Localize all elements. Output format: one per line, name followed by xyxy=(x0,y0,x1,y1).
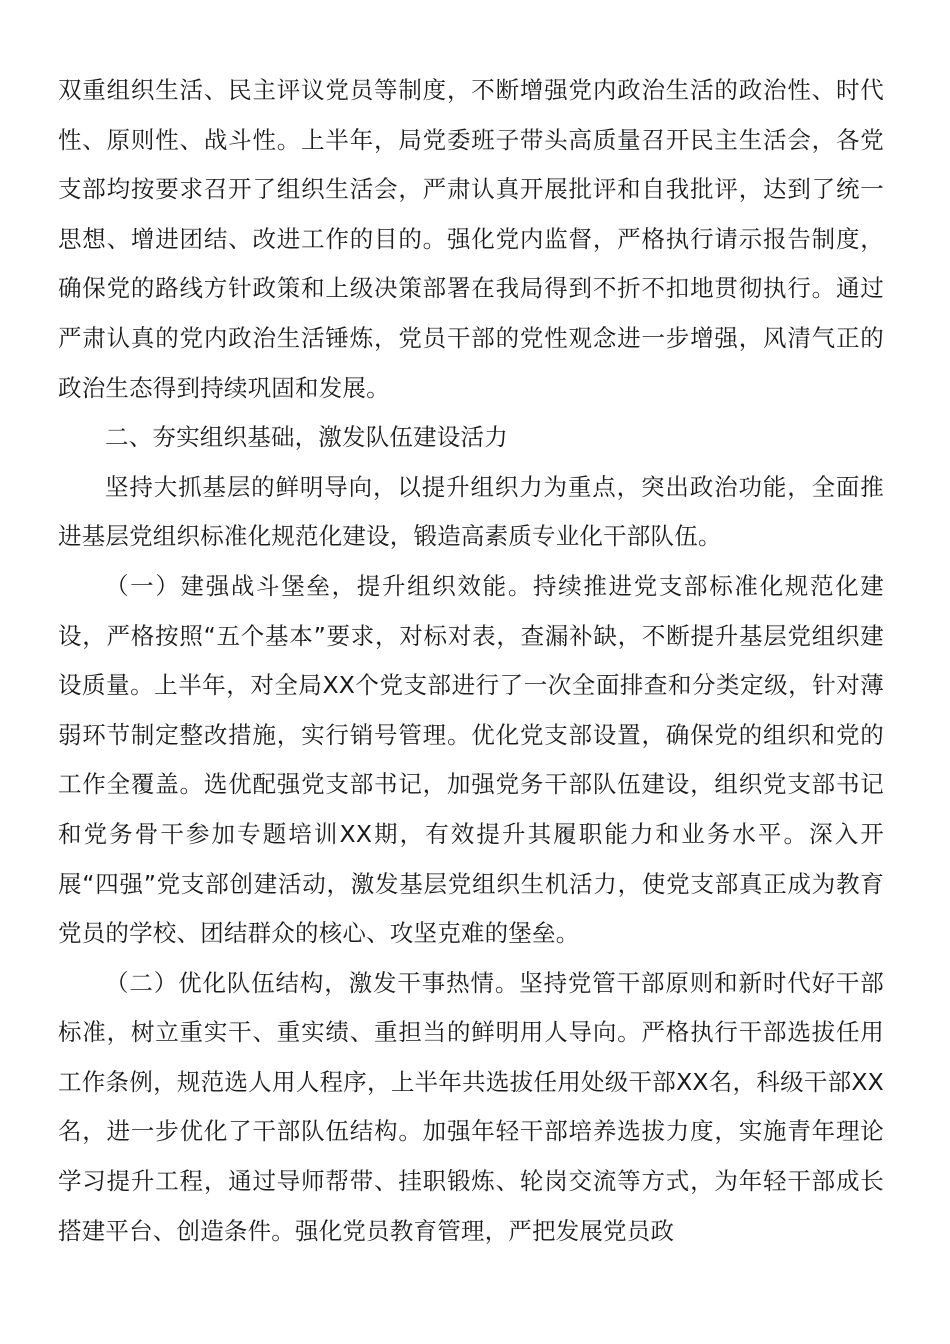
paragraph-continued-party-life: 双重组织生活、民主评议党员等制度，不断增强党内政治生活的政治性、时代性、原则性、战斗性。上半年，局党委班子带头高质量召开民主生活会，各党支部均按要求召开了组织生活会，严肃认真开展批评和自我批评，达到了统一思想、增进团结、改进工作的目的。强化党内监督，严格执行请示报告制度，确保党的路线方针政策和上级决策部署在我局得到不折不扣地贯彻执行。通过严肃认真的党内政治生活锤炼，党员干部的党性观念进一步增强，风清气正的政治生态得到持续巩固和发展。 xyxy=(58,76,884,402)
section-heading-organization-foundation: 二、夯实组织基础，激发队伍建设活力 xyxy=(105,423,508,452)
document-page xyxy=(58,66,884,1256)
paragraph-section-intro: 坚持大抓基层的鲜明导向，以提升组织力为重点，突出政治功能，全面推进基层党组织标准化规范化建设，锻造高素质专业化干部队伍。 xyxy=(58,472,884,551)
paragraph-subsection-two: （二）优化队伍结构，激发干事热情。坚持党管干部原则和新时代好干部标准，树立重实干、重实绩、重担当的鲜明用人导向。严格执行干部选拔任用工作条例，规范选人用人程序，上半年共选拔任用处级干部XX名，科级干部XX名，进一步优化了干部队伍结构。加强年轻干部培养选拔力度，实施青年理论学习提升工程，通过导师帮带、挂职锻炼、轮岗交流等方式，为年轻干部成长搭建平台、创造条件。强化党员教育管理，严把发展党员政 xyxy=(58,968,884,1245)
paragraph-subsection-one: （一）建强战斗堡垒，提升组织效能。持续推进党支部标准化规范化建设，严格按照“五个基本”要求，对标对表，查漏补缺，不断提升基层党组织建设质量。上半年，对全局XX个党支部进行了一次全面排查和分类定级，针对薄弱环节制定整改措施，实行销号管理。优化党支部设置，确保党的组织和党的工作全覆盖。选优配强党支部书记，加强党务干部队伍建设，组织党支部书记和党务骨干参加专题培训XX期，有效提升其履职能力和业务水平。深入开展“四强”党支部创建活动，激发基层党组织生机活力，使党支部真正成为教育党员的学校、团结群众的核心、攻坚克难的堡垒。 xyxy=(58,571,884,948)
